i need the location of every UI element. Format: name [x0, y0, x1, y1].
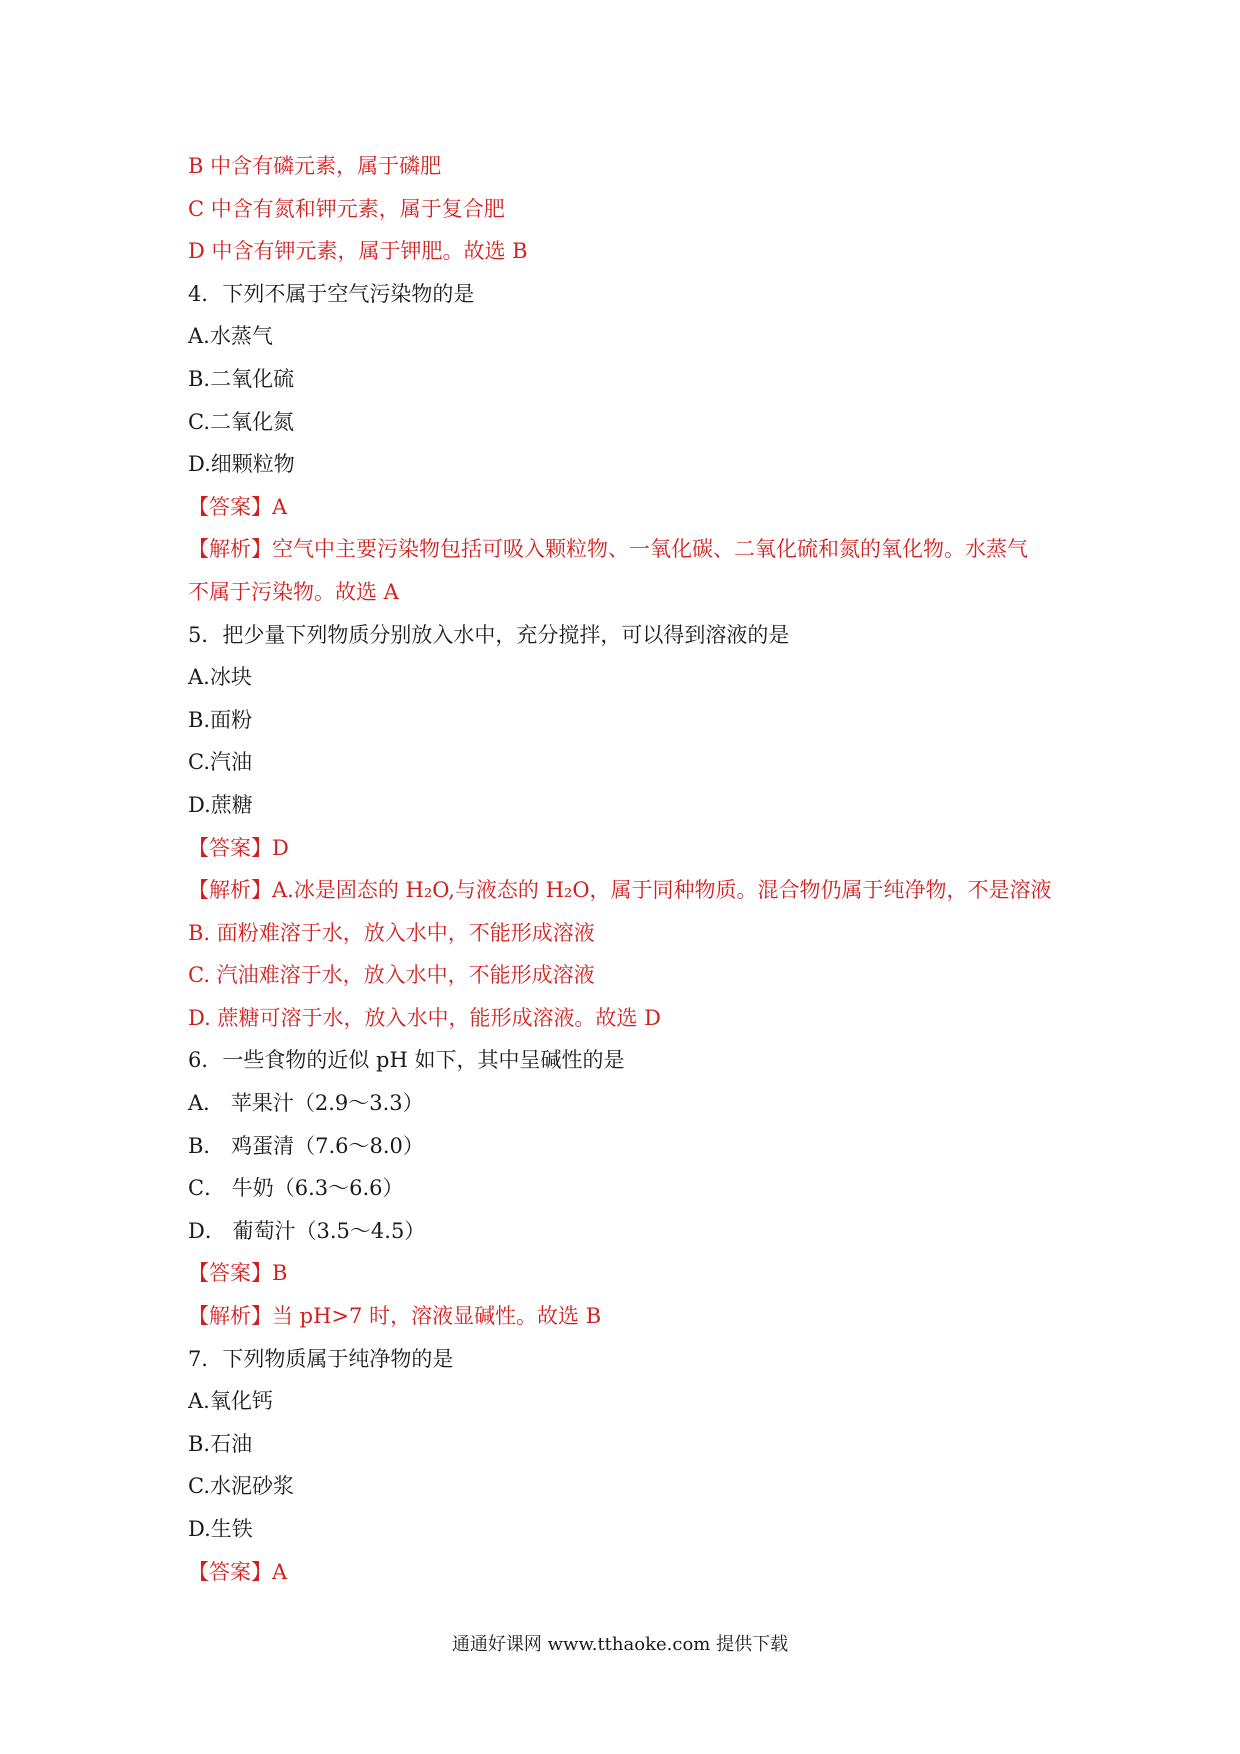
answer-line: 【答案】B: [188, 1261, 288, 1286]
option-line: A.水蒸气: [188, 324, 273, 349]
explain-line: 【解析】A.冰是固态的 H₂O,与液态的 H₂O，属于同种物质。混合物仍属于纯净物，不是溶液: [188, 878, 1052, 903]
option-line: C． 牛奶（6.3～6.6）: [188, 1176, 404, 1201]
option-line: B.面粉: [188, 707, 253, 732]
option-line: C.水泥砂浆: [188, 1474, 294, 1499]
option-line: D.细颗粒物: [188, 452, 295, 477]
explain-line: B 中含有磷元素，属于磷肥: [188, 154, 442, 178]
explain-line: 【解析】空气中主要污染物包括可吸入颗粒物、一氧化碳、二氧化硫和氮的氧化物。水蒸气: [188, 537, 1028, 562]
question-5: 5．把少量下列物质分别放入水中，充分搅拌，可以得到溶液的是: [188, 622, 790, 647]
explain-line: D. 蔗糖可溶于水，放入水中，能形成溶液。故选 D: [188, 1005, 661, 1030]
option-line: C.汽油: [188, 750, 252, 775]
option-line: A． 苹果汁（2.9～3.3）: [188, 1091, 424, 1116]
page-content: [188, 145, 1068, 1593]
option-line: B． 鸡蛋清（7.6～8.0）: [188, 1133, 424, 1158]
question-6: 6．一些食物的近似 pH 如下，其中呈碱性的是: [188, 1048, 625, 1073]
explain-line: C 中含有氮和钾元素，属于复合肥: [188, 196, 505, 221]
page-footer: 通通好课网 www.tthaoke.com 提供下载: [451, 1634, 789, 1655]
option-line: B.石油: [188, 1431, 253, 1456]
option-line: B.二氧化硫: [188, 366, 295, 391]
option-line: A.氧化钙: [188, 1389, 273, 1414]
option-line: C.二氧化氮: [188, 409, 294, 434]
answer-line: 【答案】A: [188, 494, 288, 519]
option-line: A.冰块: [188, 665, 252, 690]
explain-line: B. 面粉难溶于水，放入水中，不能形成溶液: [188, 920, 595, 945]
question-7: 7．下列物质属于纯净物的是: [188, 1346, 454, 1371]
explain-line: D 中含有钾元素，属于钾肥。故选 B: [188, 239, 528, 264]
answer-line: 【答案】A: [188, 1559, 288, 1584]
explain-line: 不属于污染物。故选 A: [188, 579, 399, 604]
explain-line: 【解析】当 pH>7 时，溶液显碱性。故选 B: [188, 1304, 602, 1329]
option-line: D.蔗糖: [188, 792, 253, 817]
answer-line: 【答案】D: [188, 835, 289, 860]
explain-line: C. 汽油难溶于水，放入水中，不能形成溶液: [188, 963, 595, 988]
option-line: D． 葡萄汁（3.5～4.5）: [188, 1218, 426, 1243]
question-4: 4．下列不属于空气污染物的是: [188, 281, 475, 306]
option-line: D.生铁: [188, 1517, 253, 1541]
